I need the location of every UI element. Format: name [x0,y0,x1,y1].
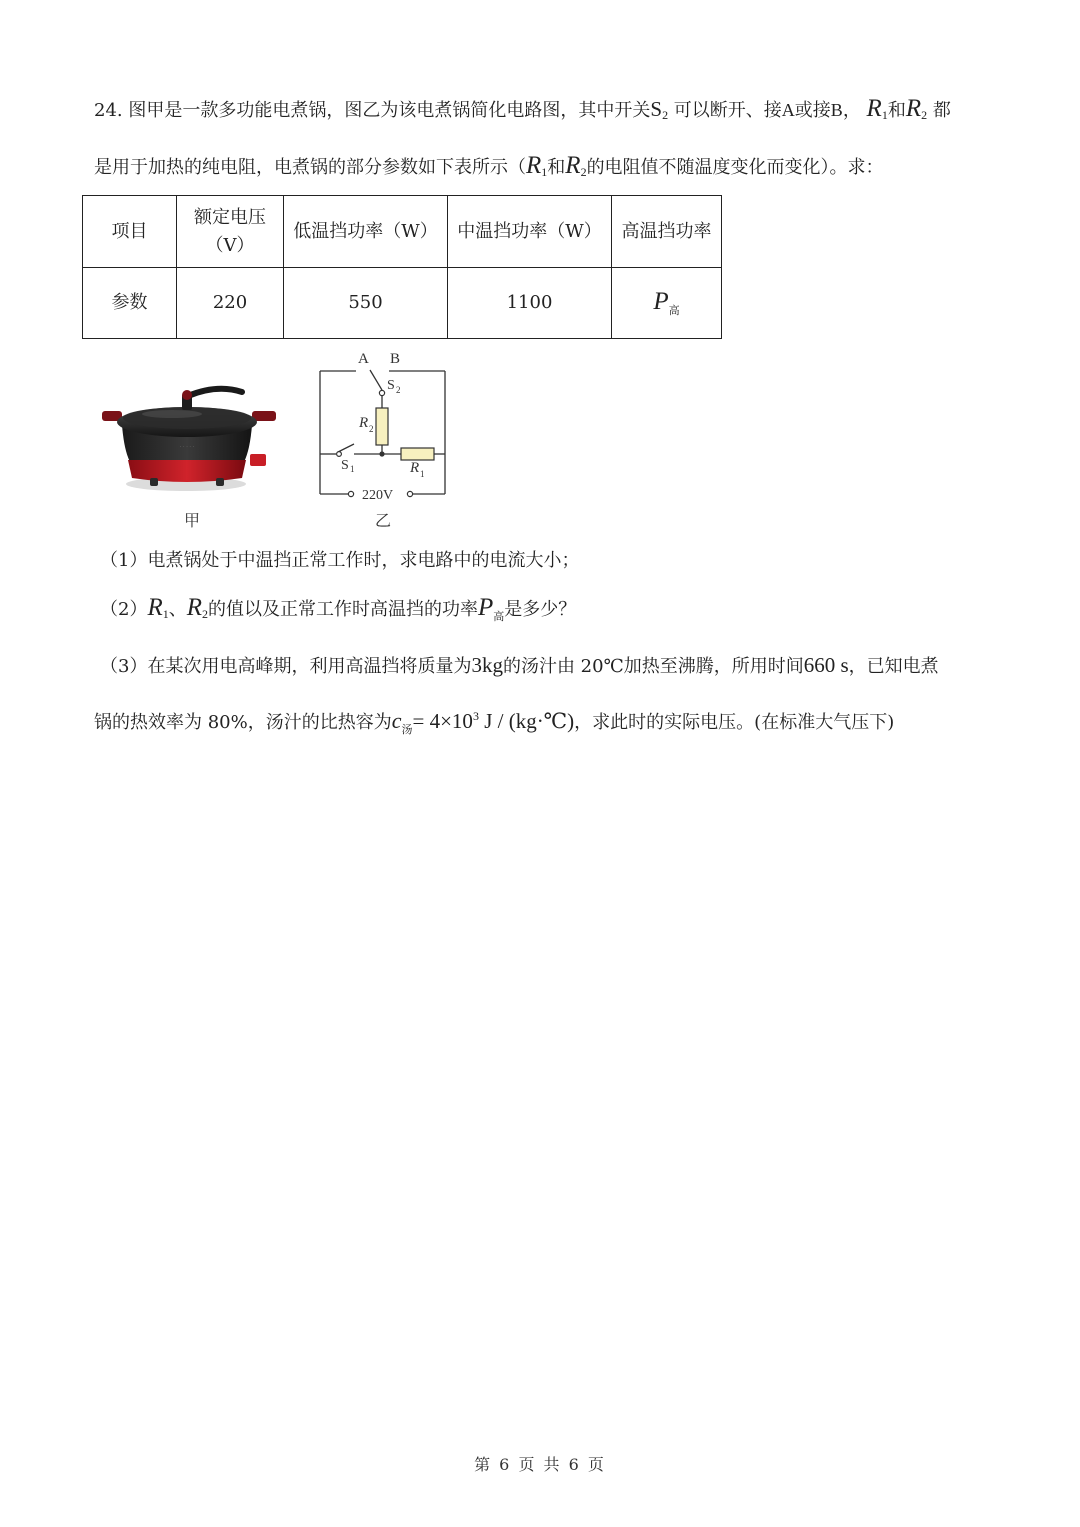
table-header-row [83,196,722,268]
terminal-b: B [830,100,843,120]
r2-resistor [376,408,388,445]
table-cell: 1100 [448,268,612,339]
s2-label: S [387,378,395,393]
stem-text: 都 [932,100,951,121]
terminal-a: A [781,100,795,120]
r2-symbol: $R_2$ [186,594,209,621]
r1-symbol: $R_1$ [866,95,888,122]
table-header-cell: 中温挡功率（W） [448,196,612,268]
table-header-cell: 低温挡功率（W） [284,196,448,268]
question-stem-line2 [94,153,884,181]
table-header-cell: 项目 [83,196,177,268]
r1-symbol: $R_1$ [147,594,169,621]
r1-label: R [410,460,420,476]
table-cell: 550 [284,268,448,339]
table-cell [612,268,722,339]
r2-sub-label: 2 [369,424,374,434]
cooker-image [92,380,284,495]
r2-label: R [359,415,369,431]
q2-prefix: （2） [100,599,148,620]
stem-text: 和 [887,100,906,121]
table-row [83,268,722,339]
q3-text: ，求此时的实际电压。(在标准大气压下) [574,712,895,733]
s1-label: S [341,458,349,473]
terminal-b-label: B [390,351,401,367]
stem-text: 和 [547,157,566,178]
stem-text: 的电阻值不随温度变化而变化）。求： [586,157,884,178]
r2-symbol: $R_2$ [905,95,928,122]
q3-text: 锅的热效率为 80%，汤汁的比热容为 [94,712,392,733]
sub-question-3-line2 [94,708,894,736]
stem-text: 可以断开、接 [673,100,782,121]
stem-text: 图甲是一款多功能电煮锅，图乙为该电煮锅简化电路图，其中开关 [128,100,651,121]
q3-text: （3）在某次用电高峰期，利用高温挡将质量为 [100,656,472,677]
figure-caption-jia: 甲 [184,511,201,530]
q3-mass: 3kg [471,653,503,677]
table-cell: 220 [177,268,284,339]
table-header-cell: 额定电压（V） [177,196,284,268]
question-number: 24. [94,100,123,121]
parameter-table [82,195,722,339]
figure-caption-yi: 乙 [375,511,392,530]
sub-question-1: （1）电煮锅处于中温挡正常工作时，求电路中的电流大小； [100,550,580,571]
question-stem-line1 [94,96,951,124]
q3-text: 的汤汁由 20℃加热至沸腾，所用时间 [502,656,804,677]
s1-switch-blade [338,444,354,452]
switch-s2-symbol: $S_2$ [650,97,669,122]
s2-switch-blade [370,370,382,390]
q2-end: 是多少？ [504,599,577,620]
stem-text: ， [842,100,861,121]
terminal-a-label: A [358,351,369,367]
s2-sub-label: 2 [396,385,401,395]
s1-sub-label: 1 [350,464,355,474]
r1-symbol: $R_1$ [526,152,548,179]
c-soup-symbol: $c_汤$ [391,708,413,736]
p-high-symbol: $P_高$ [478,594,505,623]
q3-text: ，已知电煮 [848,656,939,677]
q3-time: 660 s [803,653,849,677]
r2-symbol: $R_2$ [565,152,587,179]
r1-sub-label: 1 [420,469,425,479]
table-header-cell: 高温挡功率 [612,196,722,268]
q2-sep: 、 [168,599,187,620]
stem-text: 是用于加热的纯电阻，电煮锅的部分参数如下表所示（ [94,157,526,178]
p-high-symbol: $P_高$ [653,288,680,317]
svg-text:· · · · ·: · · · · · [179,444,195,450]
table-cell: 参数 [83,268,177,339]
q2-text: 的值以及正常工作时高温挡的功率 [208,599,479,620]
sub-question-2 [100,595,576,623]
sub-question-3-line1 [100,652,939,680]
circuit-diagram [310,348,455,530]
voltage-label: 220V [362,488,394,503]
specific-heat-formula: = $4\times 10^3$ J / (kg·℃) [412,709,575,733]
stem-text: 或接 [794,100,831,121]
r1-resistor [401,448,434,460]
page-footer: 第 6 页 共 6 页 [474,1455,606,1474]
